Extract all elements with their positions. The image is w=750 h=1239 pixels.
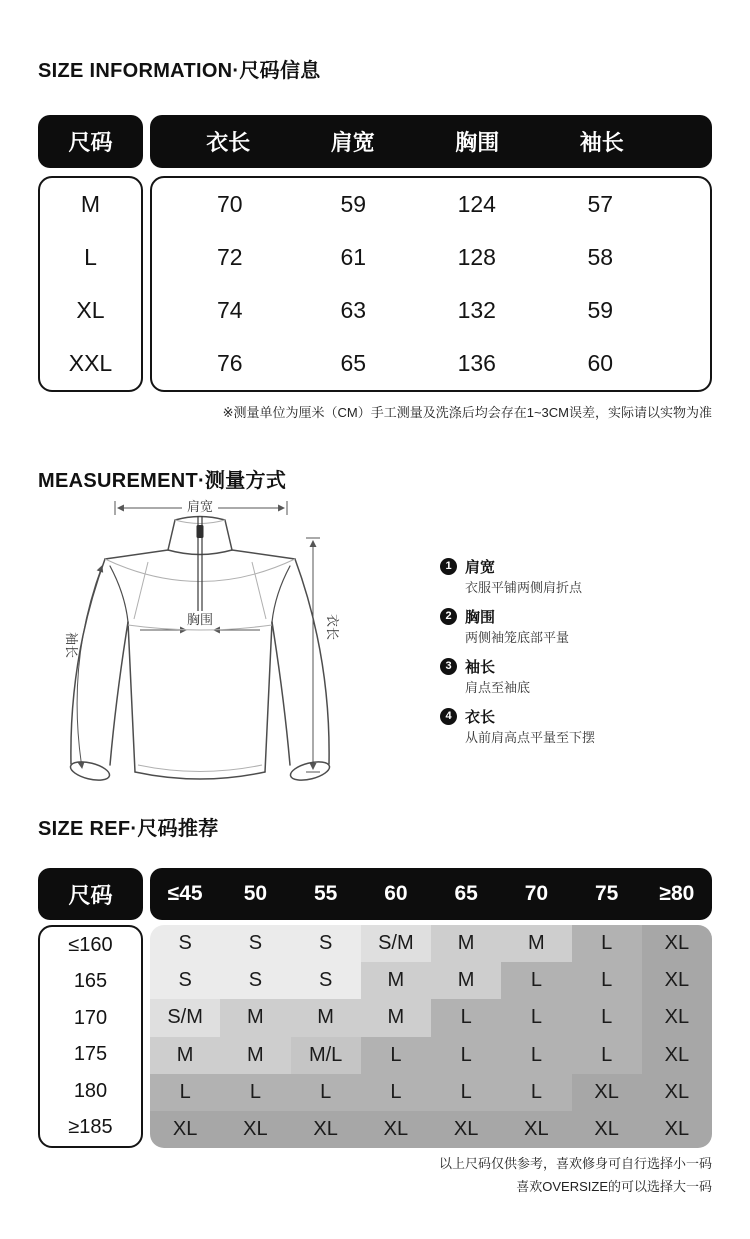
- size-table-body: [150, 176, 712, 392]
- size-table-col-header: 袖长: [579, 130, 624, 155]
- size-recommendation-cell: L: [361, 1037, 431, 1074]
- size-info-title: SIZE INFORMATION·尺码信息: [38, 60, 321, 82]
- size-recommendation-cell: L: [291, 1074, 361, 1111]
- size-recommendation-cell: M: [501, 925, 571, 962]
- size-table-col-header: 胸围: [455, 130, 500, 155]
- size-recommendation-cell: XL: [642, 1074, 712, 1111]
- number-badge-icon: 2: [440, 608, 457, 625]
- size-recommendation-cell: L: [501, 999, 571, 1036]
- size-value-cell: 128: [457, 244, 496, 270]
- size-value-cell: 70: [216, 191, 243, 217]
- size-recommendation-cell: XL: [361, 1111, 431, 1148]
- size-value-cell: 72: [216, 244, 243, 270]
- size-row-label: XXL: [68, 350, 113, 376]
- size-recommendation-cell: XL: [291, 1111, 361, 1148]
- size-recommendation-cell: XL: [642, 999, 712, 1036]
- size-recommendation-cell: S: [150, 962, 220, 999]
- measure-tolerance-note: ※测量单位为厘米（CM）手工测量及洗涤后均会存在1~3CM误差，实际请以实物为准: [222, 405, 712, 420]
- size-ref-note-line: 以上尺码仅供参考，喜欢修身可自行选择小一码: [438, 1156, 712, 1171]
- weight-col-header: 75: [594, 882, 619, 905]
- number-badge-icon: 3: [440, 658, 457, 675]
- legend-item-desc: 肩点至袖底: [465, 680, 531, 695]
- size-recommendation-cell: XL: [572, 1074, 642, 1111]
- size-value-cell: 65: [340, 350, 367, 376]
- measurement-legend-item: [440, 706, 730, 746]
- size-ref-corner-header: 尺码: [38, 868, 143, 920]
- garment-length-label: 衣长: [325, 613, 340, 641]
- size-recommendation-cell: M: [220, 1037, 290, 1074]
- measurement-legend-item: [440, 556, 730, 596]
- legend-item-desc: 两侧袖笼底部平量: [465, 630, 570, 645]
- number-badge-icon: 1: [440, 558, 457, 575]
- size-row-label: XL: [76, 297, 105, 323]
- size-value-cell: 74: [216, 297, 243, 323]
- weight-col-header: 55: [313, 882, 338, 905]
- size-recommendation-cell: XL: [220, 1111, 290, 1148]
- size-recommendation-cell: S: [291, 925, 361, 962]
- height-row-label: 180: [73, 1079, 108, 1102]
- size-recommendation-cell: L: [501, 1037, 571, 1074]
- size-recommendation-cell: XL: [150, 1111, 220, 1148]
- chest-label: 胸围: [186, 612, 214, 627]
- weight-col-header: 70: [524, 882, 549, 905]
- size-recommendation-cell: XL: [572, 1111, 642, 1148]
- garment-outline: [69, 517, 332, 784]
- size-recommendation-cell: S/M: [150, 999, 220, 1036]
- size-value-cell: 63: [340, 297, 367, 323]
- size-recommendation-cell: L: [572, 962, 642, 999]
- size-value-cell: 132: [457, 297, 496, 323]
- size-value-cell: 59: [587, 297, 614, 323]
- size-value-cell: 124: [457, 191, 496, 217]
- size-table-col-header: 肩宽: [330, 130, 375, 155]
- size-recommendation-cell: L: [361, 1074, 431, 1111]
- size-recommendation-cell: L: [431, 999, 501, 1036]
- size-recommendation-cell: L: [572, 925, 642, 962]
- height-row-label: 175: [73, 1043, 108, 1066]
- measurement-legend-item: [440, 656, 730, 696]
- size-value-cell: 57: [587, 191, 614, 217]
- measurement-title: MEASUREMENT·测量方式: [38, 470, 287, 492]
- size-recommendation-cell: XL: [431, 1111, 501, 1148]
- size-value-cell: 58: [587, 244, 614, 270]
- size-value-cell: 136: [457, 350, 496, 376]
- weight-col-header: 60: [384, 882, 408, 905]
- size-recommendation-cell: L: [501, 1074, 571, 1111]
- size-ref-matrix: [150, 925, 712, 1148]
- size-recommendation-cell: L: [572, 999, 642, 1036]
- size-recommendation-cell: XL: [642, 1111, 712, 1148]
- size-table-header-row: [150, 115, 712, 168]
- size-ref-title: SIZE REF·尺码推荐: [38, 818, 219, 840]
- size-recommendation-cell: M: [431, 925, 501, 962]
- height-row-label: 170: [73, 1006, 108, 1029]
- size-recommendation-cell: L: [572, 1037, 642, 1074]
- size-recommendation-cell: S/M: [361, 925, 431, 962]
- weight-col-header: ≥80: [659, 882, 695, 905]
- shoulder-width-label: 肩宽: [186, 499, 214, 514]
- size-value-cell: 59: [340, 191, 367, 217]
- size-recommendation-cell: L: [501, 962, 571, 999]
- size-value-cell: 76: [216, 350, 243, 376]
- size-recommendation-cell: XL: [501, 1111, 571, 1148]
- measurement-legend-item: [440, 606, 730, 646]
- height-row-label: ≥185: [68, 1116, 113, 1139]
- size-recommendation-cell: M: [361, 962, 431, 999]
- size-table-corner-header: 尺码: [38, 115, 143, 168]
- legend-item-desc: 衣服平铺两侧肩折点: [465, 580, 583, 595]
- size-recommendation-cell: M/L: [291, 1037, 361, 1074]
- height-row-label: 165: [73, 970, 108, 993]
- size-recommendation-cell: L: [431, 1037, 501, 1074]
- size-recommendation-cell: L: [431, 1074, 501, 1111]
- size-ref-notes: [439, 1152, 712, 1198]
- size-row-label: M: [80, 191, 101, 217]
- size-table-size-column: [38, 176, 143, 392]
- size-recommendation-cell: S: [220, 925, 290, 962]
- size-table-col-header: 衣长: [206, 130, 251, 155]
- weight-col-header: 50: [243, 882, 268, 905]
- height-row-label: ≤160: [68, 933, 113, 956]
- measurement-legend: [440, 556, 730, 756]
- size-recommendation-cell: M: [291, 999, 361, 1036]
- number-badge-icon: 4: [440, 708, 457, 725]
- size-recommendation-cell: L: [150, 1074, 220, 1111]
- size-recommendation-cell: M: [220, 999, 290, 1036]
- weight-col-header: 65: [454, 882, 478, 905]
- size-recommendation-cell: L: [220, 1074, 290, 1111]
- size-recommendation-cell: S: [220, 962, 290, 999]
- size-ref-header-row: [150, 868, 712, 920]
- size-recommendation-cell: XL: [642, 1037, 712, 1074]
- size-recommendation-cell: S: [150, 925, 220, 962]
- size-recommendation-cell: XL: [642, 925, 712, 962]
- weight-col-header: ≤45: [167, 882, 203, 905]
- size-recommendation-cell: M: [150, 1037, 220, 1074]
- zipper: [197, 516, 204, 622]
- legend-item-desc: 从前肩高点平量至下摆: [465, 730, 596, 745]
- size-value-cell: 61: [340, 244, 367, 270]
- legend-item-title: 胸围: [465, 608, 496, 626]
- legend-item-title: 肩宽: [465, 558, 496, 576]
- size-recommendation-cell: M: [361, 999, 431, 1036]
- size-value-cell: 60: [587, 350, 614, 376]
- size-ref-height-column: [38, 925, 143, 1148]
- size-row-label: L: [84, 244, 97, 270]
- legend-item-title: 袖长: [465, 658, 496, 676]
- size-ref-note-line: 喜欢OVERSIZE的可以选择大一码: [516, 1179, 712, 1194]
- size-recommendation-cell: S: [291, 962, 361, 999]
- size-recommendation-cell: M: [431, 962, 501, 999]
- legend-item-title: 衣长: [465, 708, 496, 726]
- garment-diagram: [40, 492, 410, 802]
- sleeve-length-label: 袖长: [64, 631, 79, 659]
- size-recommendation-cell: XL: [642, 962, 712, 999]
